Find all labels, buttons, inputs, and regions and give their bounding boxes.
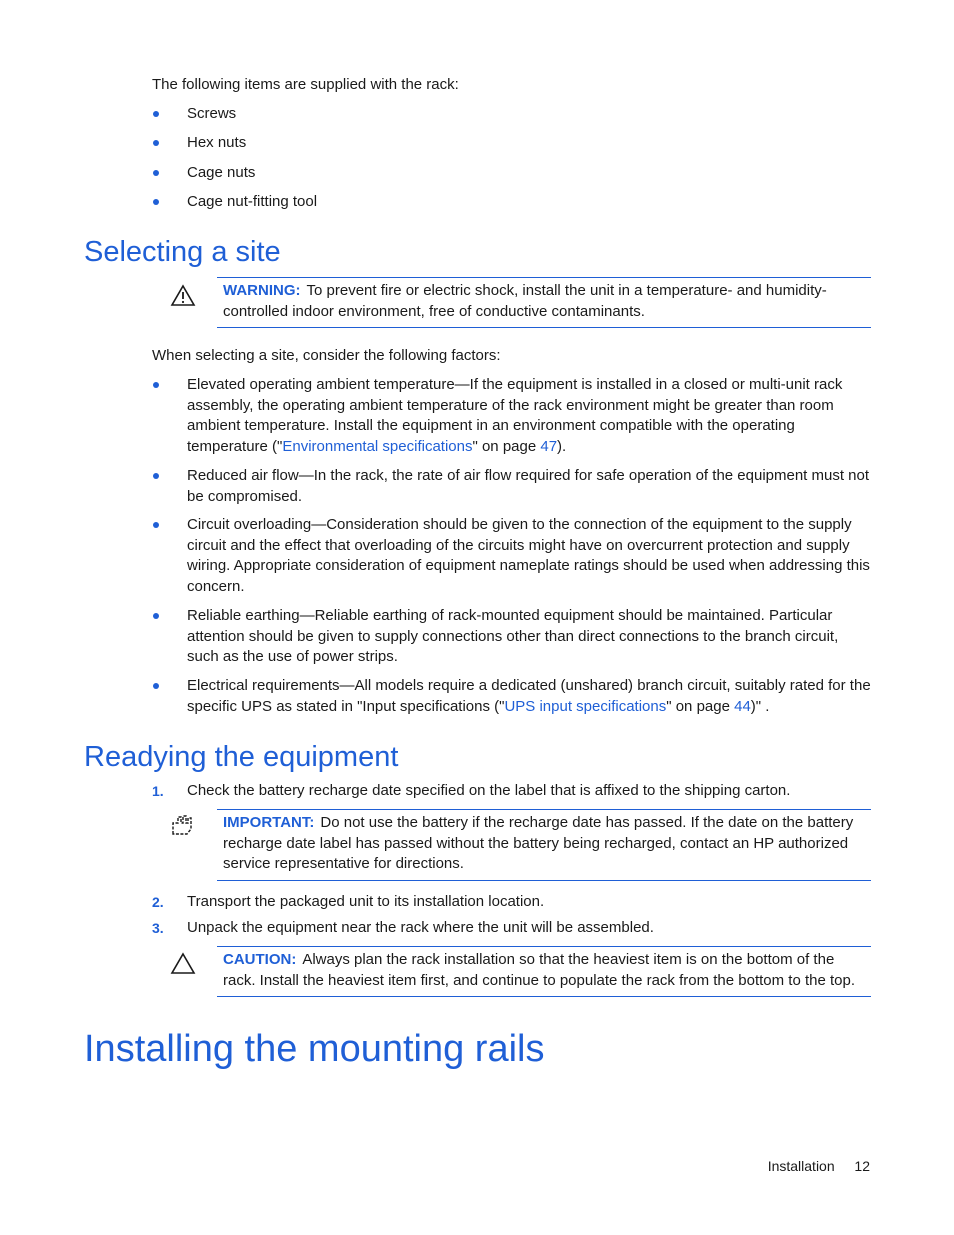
- caution-text: Always plan the rack installation so that the heaviest item is on the bottom of the rack. Install the heaviest item first, and continue to populate the rack from the bottom to the top.: [223, 951, 856, 989]
- list-item: Cage nut-fitting tool: [187, 193, 318, 210]
- step-text: Unpack the equipment near the rack where the unit will be assembled.: [187, 919, 654, 936]
- step-number: 2.: [152, 894, 164, 910]
- important-hand-icon: [170, 813, 196, 837]
- important-label: IMPORTANT:: [223, 814, 315, 831]
- page-footer: [768, 1158, 870, 1174]
- bullet-icon: [153, 522, 159, 528]
- factor-text: " on page: [666, 697, 735, 715]
- page-link[interactable]: 44: [734, 697, 751, 715]
- list-item: [187, 676, 871, 717]
- caution-triangle-icon: [170, 952, 196, 976]
- warning-label: WARNING:: [223, 282, 301, 299]
- section-heading-ready: Readying the equipment: [84, 741, 399, 773]
- bullet-icon: [153, 613, 159, 619]
- intro-text: The following items are supplied with the rack:: [152, 76, 459, 93]
- important-text: Do not use the battery if the recharge date has passed. If the date on the battery recharge date label has passed without the battery being recharged, contact an HP authorized service representative for directions.: [223, 814, 854, 872]
- page-link[interactable]: 47: [540, 437, 558, 455]
- caution-label: CAUTION:: [223, 951, 297, 968]
- list-item: Hex nuts: [187, 134, 247, 151]
- bullet-icon: [153, 111, 159, 117]
- ups-input-specs-link[interactable]: UPS input specifications: [504, 697, 667, 715]
- list-item: Cage nuts: [187, 164, 256, 181]
- list-item: [187, 375, 871, 457]
- footer-page-number: 12: [854, 1158, 870, 1174]
- list-item: Reduced air flow—In the rack, the rate of air flow required for safe operation of the equipment must not be compromised.: [187, 467, 870, 505]
- factor-text: Elevated operating ambient temperature—If the equipment is installed in a closed or multi-unit rack assembly, the operating ambient temperature of the rack environment might be greater than room ambient temperature. Install the equipment in an environment compatible with the operating temperature (": [187, 376, 843, 455]
- factor-text: )" .: [750, 697, 770, 715]
- list-item: Reliable earthing—Reliable earthing of rack-mounted equipment should be maintained. Particular attention should be given to supply connections other than direct connections to the branch circuit, such as the use of power strips.: [187, 607, 839, 665]
- step-number: 1.: [152, 783, 164, 799]
- caution-notice: [217, 946, 871, 997]
- bullet-icon: [153, 473, 159, 479]
- bullet-icon: [153, 683, 159, 689]
- chapter-heading-rails: Installing the mounting rails: [84, 1028, 545, 1070]
- warning-triangle-icon: [170, 283, 196, 307]
- bullet-icon: [153, 199, 159, 205]
- environmental-specs-link[interactable]: Environmental specifications: [282, 437, 473, 455]
- list-item: Circuit overloading—Consideration should be given to the connection of the equipment to the supply circuit and the effect that overloading of the circuits might have on overcurrent protection and supply wiring. Appropriate consideration of equipment nameplate ratings should be used when addressing this concern.: [187, 516, 870, 595]
- step-text: Check the battery recharge date specified on the label that is affixed to the shipping carton.: [187, 782, 791, 799]
- step-number: 3.: [152, 920, 164, 936]
- warning-text: To prevent fire or electric shock, install the unit in a temperature- and humidity-controlled indoor environment, free of conductive contaminants.: [223, 282, 827, 320]
- step-text: Transport the packaged unit to its installation location.: [187, 893, 545, 910]
- factor-text: ).: [557, 437, 567, 455]
- section-heading-site: Selecting a site: [84, 236, 281, 268]
- factor-text: Electrical requirements—All models require a dedicated (unshared) branch circuit, suitably rated for the specific UPS as stated in "Input specifications (": [187, 677, 871, 715]
- warning-notice: [217, 277, 871, 328]
- site-lead-text: When selecting a site, consider the following factors:: [152, 347, 501, 364]
- bullet-icon: [153, 170, 159, 176]
- bullet-icon: [153, 140, 159, 146]
- list-item: Screws: [187, 105, 237, 122]
- bullet-icon: [153, 382, 159, 388]
- factor-text: " on page: [472, 437, 541, 455]
- footer-section: Installation: [767, 1158, 835, 1174]
- important-notice: [217, 809, 871, 881]
